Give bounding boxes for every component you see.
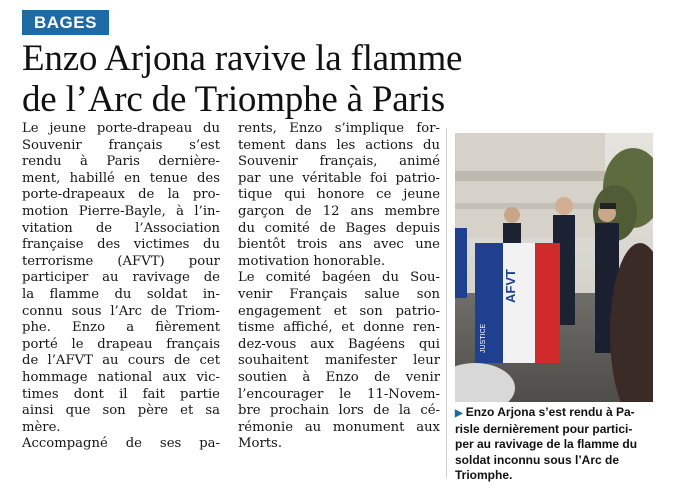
article-line: Souvenir français, animé xyxy=(238,154,440,170)
caption-line-text: Enzo Arjona s’est rendu à Pa- xyxy=(465,405,635,419)
column-divider xyxy=(446,128,447,478)
article-line: venir Français salue son xyxy=(238,286,440,302)
article-line: rémonie au monument aux xyxy=(238,419,440,435)
article-line: terrorisme (AFVT) pour xyxy=(22,253,220,269)
article-line: participer au ravivage de xyxy=(22,270,220,286)
article-line: tique qui honore ce jeune xyxy=(238,187,440,203)
headline xyxy=(22,38,662,120)
article-line: par une véritable foi patrio- xyxy=(238,170,440,186)
article-line: du comité de Bages depuis xyxy=(238,220,440,236)
article-line: ment, habillé en tenue des xyxy=(22,170,220,186)
article-line: hommage national aux vic- xyxy=(22,369,220,385)
article-line: de l’AFVT au cours de cet xyxy=(22,353,220,369)
article-line: Le jeune porte-drapeau du xyxy=(22,121,220,136)
article-line: mère. xyxy=(22,419,61,435)
caption-line: soldat inconnu sous l’Arc de xyxy=(455,452,620,467)
article-line: Accompagné de ses pa- xyxy=(22,436,220,452)
article-line: dez-vous aux Bagéens qui xyxy=(238,336,440,352)
article-line: rents, Enzo s’implique for- xyxy=(238,121,440,136)
article-line: vitation de l’Association xyxy=(22,220,220,236)
article-column-1 xyxy=(22,121,220,453)
photo-caption xyxy=(455,405,660,484)
article-line: soutien à Enzo de venir xyxy=(238,369,440,385)
caption-line: per au ravivage de la flamme du xyxy=(455,437,638,451)
section-tag: BAGES xyxy=(22,10,109,35)
flag-text: AFVT xyxy=(503,269,518,303)
article-line: ainsi que son père et sa xyxy=(22,403,220,419)
article-line: motion Pierre-Bayle, à l’in- xyxy=(22,203,220,219)
article-line: l’encourager le 11-Novem- xyxy=(238,386,440,402)
caption-line: Triomphe. xyxy=(455,468,513,482)
article-line: souhaitent manifester leur xyxy=(238,353,440,369)
article-line: Le comité bagéen du Sou- xyxy=(238,270,440,286)
caption-bullet-icon: ▶ xyxy=(455,408,463,419)
article-line: phe. Enzo a fièrement xyxy=(22,320,220,336)
article-line: française des victimes du xyxy=(22,237,220,253)
banner-text: JUSTICE xyxy=(480,323,487,353)
article-line: la flamme du soldat in- xyxy=(22,286,220,302)
article-line: garçon de 12 ans membre xyxy=(238,203,440,219)
article-line: Souvenir français s’est xyxy=(22,137,220,153)
caption-line xyxy=(455,405,660,422)
photo-illustration xyxy=(455,133,653,402)
article-line: porte-drapeaux de la pro- xyxy=(22,187,220,203)
article-line: bientôt trois ans avec une xyxy=(238,237,440,253)
caption-line: risle dernièrement pour partici- xyxy=(455,421,633,436)
article-line: engagement et son patrio- xyxy=(238,303,440,319)
article-line: porté le drapeau français xyxy=(22,336,220,352)
article-line: tement dans les actions du xyxy=(238,137,440,153)
article-photo xyxy=(455,133,653,402)
article-column-2 xyxy=(238,121,440,453)
article-line: rendu à Paris dernière- xyxy=(22,154,220,170)
headline-line-1: Enzo Arjona ravive la flamme xyxy=(22,38,463,79)
headline-line-2: de l’Arc de Triomphe à Paris xyxy=(22,79,445,120)
article-line: bre prochain lors de la cé- xyxy=(238,403,440,419)
article-line: times dont il fait partie xyxy=(22,386,220,402)
article-line: Morts. xyxy=(238,436,283,452)
article-line: motivation honorable. xyxy=(238,253,386,269)
article-line: connu sous l’Arc de Triom- xyxy=(22,303,220,319)
article-line: tisme affiché, et donne ren- xyxy=(238,320,440,336)
